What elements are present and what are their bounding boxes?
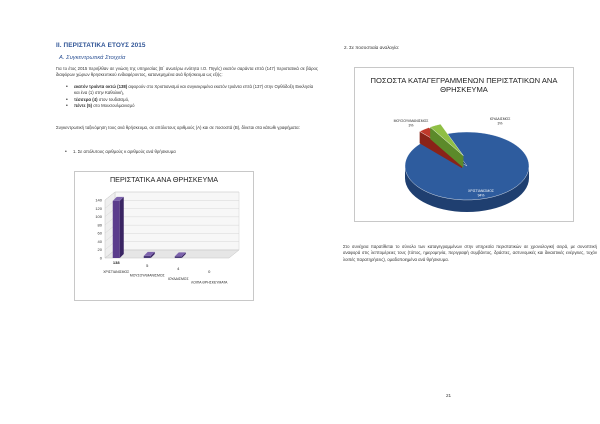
y-tick-label: 100: [95, 214, 102, 220]
pie-chart: [354, 67, 574, 222]
page-number: 21: [446, 393, 452, 398]
bullet-bold-text: εκατόν τριάντα οκτώ (138): [74, 84, 128, 89]
x-category-label: ΙΟΥΔΑΙΣΜΟΣ: [167, 277, 189, 281]
bar: [175, 256, 182, 258]
pie-slice-label: ΙΟΥΔΑΙΣΜΟΣ: [489, 117, 511, 121]
pie-slice-percent: 3%: [408, 123, 414, 128]
bullet-text: στον Ιουδαϊσμό,: [97, 96, 130, 102]
pie-slice-percent: 3%: [497, 121, 503, 126]
y-tick-label: 140: [95, 197, 102, 203]
chart-back-wall: [115, 192, 239, 250]
pie-chart-plot: [355, 68, 575, 223]
pie-slice-label: ΧΡΙΣΤΙΑΝΙΣΜΟΣ: [468, 189, 494, 193]
bullet-text: αφορούν στο Χριστιανισμό και συγκεκριμένα εκατόν τριάντα επτά (137) στην Ορθόδοξη Εκκλησία και ένα (1) στην Καθολική,: [74, 84, 314, 96]
bullet-item-islam: [66, 103, 316, 109]
bar-side: [120, 197, 124, 258]
x-category-label: ΜΟΥΣΟΥΛΜΑΝΙΣΜΟΣ: [129, 273, 165, 278]
bar-value-label: 4: [177, 266, 180, 271]
chart-floor: [105, 250, 239, 258]
chart2-caption: 2. Σε ποσοστιαία αναλογία:: [344, 45, 400, 50]
intro-paragraph: Για το έτος 2015 περιήλθαν σε γνώση της υπηρεσίας (Β΄ ανωτέρω ενότητα Ι.Ο. Πηγές) εκατόν σαράντα επτά (147) περιστατικά σε βάρος διαφόρων χώρων θρησκευτικού ενδιαφέροντος, κατανεμημένα ανά θρήσκευμα ως εξής:: [56, 66, 318, 78]
bar-chart: [74, 171, 254, 301]
chart1-caption-text: 1. Σε απόλυτους αριθμούς κ αριθμούς ανά θρήσκευμα: [73, 149, 176, 154]
pie-slice-label: ΜΟΥΣΟΥΛΜΑΝΙΣΜΟΣ: [393, 119, 429, 123]
y-tick-label: 60: [97, 230, 102, 236]
section-title: II. ΠΕΡΙΣΤΑΤΙΚΑ ΕΤΟΥΣ 2015: [56, 42, 146, 49]
y-tick-label: 40: [97, 238, 102, 244]
chart1-caption: • 1. Σε απόλυτους αριθμούς κ αριθμούς ανά θρήσκευμα: [65, 149, 176, 155]
bar-value-label: 0: [208, 269, 211, 274]
bar: [113, 201, 120, 258]
bar-chart-title-text: ΠΕΡΙΣΤΑΤΙΚΑ ΑΝΑ ΘΡΗΣΚΕΥΜΑ: [109, 175, 219, 184]
bullet-bold-text: πέντε (5): [74, 102, 93, 108]
bar: [144, 256, 151, 258]
pie-chart-title: ΠΟΣΟΣΤΑ ΚΑΤΑΓΕΓΡΑΜΜΕΝΩΝ ΠΕΡΙΣΤΑΤΙΚΩΝ ΑΝΑ ΘΡΗΣΚΕΥΜΑ: [370, 76, 558, 95]
bullet-bold-text: τέσσερα (4): [74, 96, 98, 102]
y-tick-label: 0: [99, 255, 102, 261]
bar-value-label: 138: [112, 260, 120, 265]
bullet-text: στο Μουσουλμανισμό: [92, 102, 135, 108]
bullet-item-christianity: [66, 84, 316, 97]
right-paragraph: Στο συνέχεια παρατίθεται το σύνολο των καταγεγραμμένων στην υπηρεσία περιστατικών σε χρονολογική σειρά, με συνοπτική αναφορά στις λεπτομέρειες τους (τόπος, ημερομηνία, περιγραφή συμβάντος, δράστες, αστυνομικές και δικαστικές ενέργειες, τυχόν λοιπές παρατηρήσεις), ομαδοποιημένα ανά θρήσκευμα.: [343, 244, 597, 262]
x-category-label: ΧΡΙΣΤΙΑΝΙΣΜΟΣ: [103, 270, 130, 274]
y-tick-label: 20: [97, 247, 102, 253]
y-tick-label: 80: [97, 222, 102, 228]
pie-slice-percent: 94%: [477, 193, 485, 198]
bullet-list: [66, 84, 316, 109]
x-category-label: ΛΟΙΠΑ ΘΡΗΣΚΕΥΜΑΤΑ: [191, 280, 228, 285]
bar-value-label: 5: [146, 263, 149, 268]
subsection-title: Α. Συγκεντρωτικά Στοιχεία: [59, 55, 126, 61]
summary-paragraph: Συγκεντρωτική ταξινόμηση τους ανά θρήσκευμα, σε απόλυτους αριθμούς (Α) και σε ποσοστά (Β), δίνεται στα κάτωθι γραφήματα:: [56, 125, 300, 130]
y-tick-label: 120: [95, 205, 102, 211]
bar-chart-plot: [75, 172, 255, 302]
